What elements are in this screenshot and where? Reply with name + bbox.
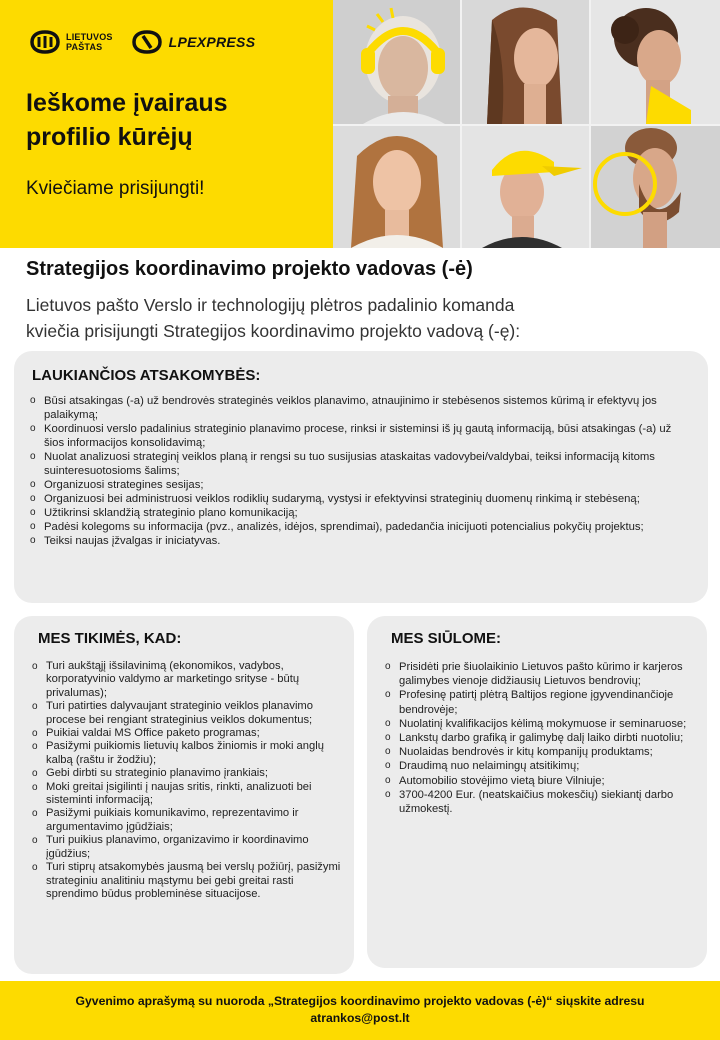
- offers-list: [385, 660, 691, 816]
- responsibilities-panel: [14, 351, 708, 603]
- portrait-photo-6: [591, 126, 720, 248]
- job-intro-line-2: kviečia prisijungti Strategijos koordinavimo projekto vadovą (-ę):: [26, 321, 521, 341]
- hero-header: [0, 0, 720, 248]
- responsibilities-list: [30, 394, 690, 548]
- list-item: o Turi puikius planavimo, organizavimo ir koordinavimo įgūdžius;: [32, 834, 344, 861]
- headline-line-1: Ieškome įvairaus: [26, 89, 228, 117]
- list-item: o Užtikrinsi sklandžią strateginio plano komunikaciją;: [30, 506, 690, 520]
- list-item: o Moki greitai įsigilinti į naujas sritis, rinkti, analizuoti bei sisteminti informaciją;: [32, 781, 344, 808]
- logo-line-2: PAŠTAS: [66, 42, 103, 52]
- headline-line-2: profilio kūrėjų: [26, 123, 193, 151]
- lpexpress-logo: [131, 30, 256, 54]
- list-item: o Prisidėti prie šiuolaikinio Lietuvos pašto kūrimo ir karjeros galimybes vienoje didžiausių Lietuvos bendrovių;: [385, 660, 691, 688]
- expectations-panel: [14, 616, 354, 974]
- portrait-photo-3: [591, 0, 720, 124]
- hero-headline: [26, 86, 316, 154]
- list-item: o Draudimą nuo nelaimingų atsitikimų;: [385, 759, 691, 773]
- list-item: o Lankstų darbo grafiką ir galimybę dalį laiko dirbti nuotoliu;: [385, 731, 691, 745]
- portrait-photo-2: [462, 0, 589, 124]
- offers-panel: [367, 616, 707, 968]
- list-item: o Turi patirties dalyvaujant strateginio veiklos planavimo procese bei rengiant strateginius veiklos dokumentus;: [32, 700, 344, 727]
- expectations-list: [32, 660, 344, 901]
- logos-row: [28, 30, 255, 54]
- responsibilities-title: LAUKIANČIOS ATSAKOMYBĖS:: [32, 367, 261, 384]
- portrait-photo-4: [333, 126, 460, 248]
- list-item: o Nuolatinį kvalifikacijos kėlimą mokymuose ir seminaruose;: [385, 717, 691, 731]
- job-title: Strategijos koordinavimo projekto vadovas (-ė): [26, 258, 473, 280]
- list-item: o Pasižymi puikiomis lietuvių kalbos žiniomis ir moki anglų kalbą (raštu ir žodžiu);: [32, 740, 344, 767]
- list-item: o Nuolat analizuosi strateginį veiklos planą ir rengsi su tuo susijusias ataskaitas vadovybei/valdybai, teiksi informaciją kitoms suinteresuotosioms šalims;: [30, 450, 690, 478]
- list-item: o Automobilio stovėjimo vietą biure Vilniuje;: [385, 774, 691, 788]
- list-item: o Teiksi naujas įžvalgas ir iniciatyvas.: [30, 534, 690, 548]
- list-item: o Koordinuosi verslo padalinius strateginio planavimo procese, rinksi ir sisteminsi iš jų gautą informaciją, būsi atsakingas (-a) už šios informacijos konsolidavimą;: [30, 422, 690, 450]
- portrait-photo-5: [462, 126, 589, 248]
- offers-title: MES SIŪLOME:: [391, 630, 502, 647]
- list-item: o Organizuosi strategines sesijas;: [30, 478, 690, 492]
- job-intro: [26, 292, 686, 344]
- list-item: o Turi aukštąjį išsilavinimą (ekonomikos, vadybos, korporatyvinio valdymo ar marketingo srityse - būtų privalumas);: [32, 660, 344, 700]
- hero-subheadline: Kviečiame prisijungti!: [26, 178, 205, 199]
- list-item: o Padėsi kolegoms su informacija (pvz., analizės, idėjos, sprendimai), padedančia inicijuoti potencialius pokyčių projektus;: [30, 520, 690, 534]
- list-item: o Organizuosi bei administruosi veiklos rodiklių sudarymą, vystysi ir efektyvinsi strateginių duomenų rinkimą ir stebėseną;: [30, 492, 690, 506]
- footer-banner: [0, 981, 720, 1040]
- hero-yellow-panel: [0, 0, 333, 248]
- lpexpress-logo-text: LPEXPRESS: [168, 34, 256, 50]
- footer-email-link[interactable]: atrankos@post.lt: [310, 1011, 410, 1025]
- lietuvos-pastas-logo: [28, 30, 113, 54]
- list-item: o Būsi atsakingas (-a) už bendrovės strateginės veiklos planavimo, atnaujinimo ir stebėsenos sistemos kūrimą ir efektyvų jos palaikymą;: [30, 394, 690, 422]
- list-item: o Profesinę patirtį plėtrą Baltijos regione įgyvendinančioje bendrovėje;: [385, 688, 691, 716]
- logo-line-1: LIETUVOS: [66, 32, 113, 42]
- footer-instruction: Gyvenimo aprašymą su nuoroda „Strategijos koordinavimo projekto vadovas (-ė)“ siųskite adresu: [75, 994, 645, 1008]
- list-item: o Nuolaidas bendrovės ir kitų kompanijų produktams;: [385, 745, 691, 759]
- expectations-title: MES TIKIMĖS, KAD:: [38, 630, 182, 647]
- job-intro-line-1: Lietuvos pašto Verslo ir technologijų plėtros padalinio komanda: [26, 295, 515, 315]
- lpexpress-horn-icon: [131, 30, 165, 54]
- post-horn-icon: [28, 30, 62, 54]
- list-item: o Gebi dirbti su strateginio planavimo įrankiais;: [32, 767, 344, 780]
- portrait-photo-grid: [333, 0, 720, 248]
- list-item: o Pasižymi puikiais komunikavimo, reprezentavimo ir argumentavimo įgūdžiais;: [32, 807, 344, 834]
- list-item: o Puikiai valdai MS Office paketo programas;: [32, 727, 344, 740]
- list-item: o Turi stiprų atsakomybės jausmą bei verslų požiūrį, pasižymi strateginiu analitiniu mąstymu bei gebi greitai rasti sprendimo būdus probleminėse situacijose.: [32, 861, 344, 901]
- portrait-photo-1: [333, 0, 460, 124]
- list-item: o 3700-4200 Eur. (neatskaičius mokesčių) siekiantį darbo užmokestį.: [385, 788, 691, 816]
- footer-text: [20, 993, 700, 1027]
